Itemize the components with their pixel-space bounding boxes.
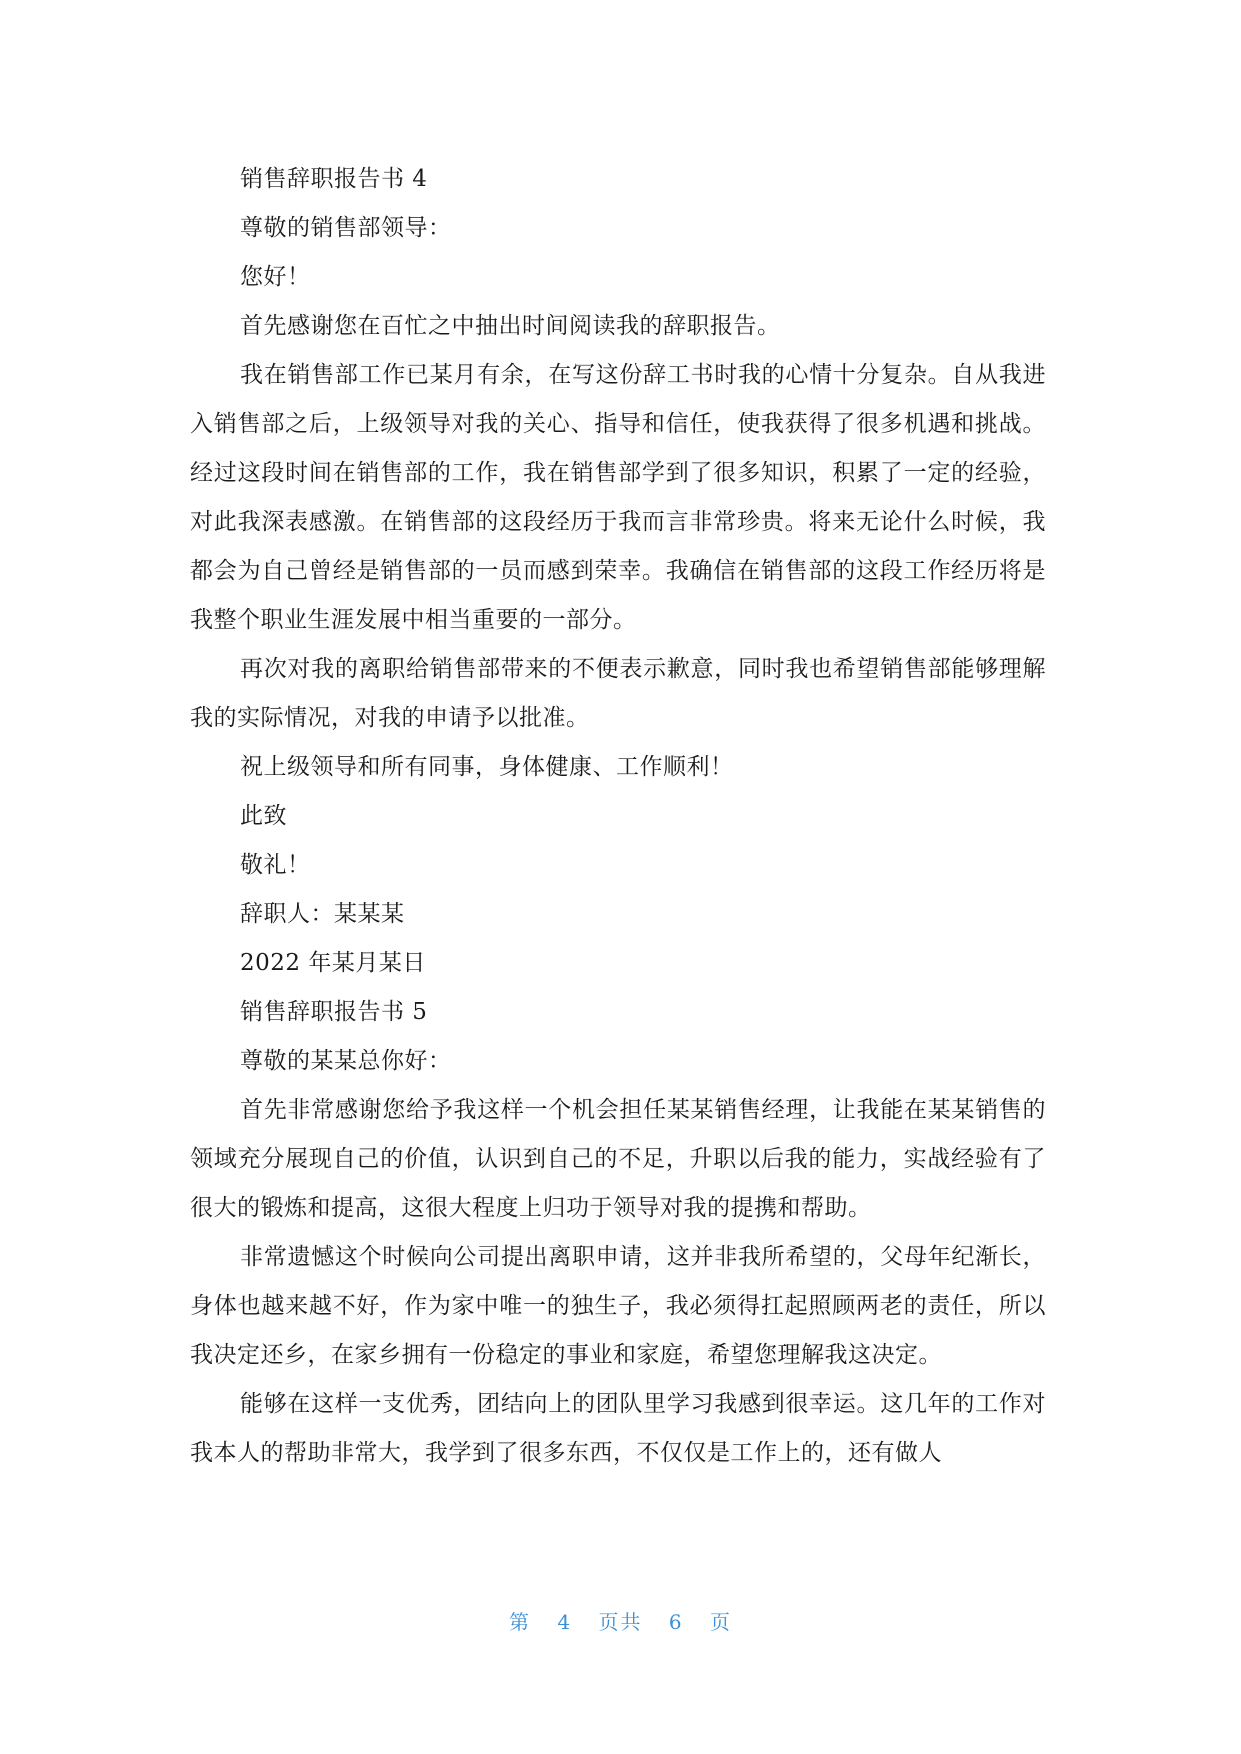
paragraph: 再次对我的离职给销售部带来的不便表示歉意，同时我也希望销售部能够理解我的实际情况，对我的申请予以批准。 <box>190 656 1046 731</box>
total-pages-number: 6 <box>668 1610 684 1634</box>
section-heading: 销售辞职报告书 4 <box>240 166 428 192</box>
page-label-mid: 页共 <box>598 1610 643 1634</box>
date-line: 2022 年某月某日 <box>240 950 426 976</box>
page-label-suffix: 页 <box>709 1610 732 1634</box>
greeting: 您好！ <box>240 264 311 290</box>
paragraph: 首先感谢您在百忙之中抽出时间阅读我的辞职报告。 <box>240 313 781 339</box>
paragraph: 我在销售部工作已某月有余，在写这份辞工书时我的心情十分复杂。自从我进入销售部之后，上级领导对我的关心、指导和信任，使我获得了很多机遇和挑战。经过这段时间在销售部的工作，我在销售部学到了很多知识，积累了一定的经验，对此我深表感激。在销售部的这段经历于我而言非常珍贵。将来无论什么时候，我都会为自己曾经是销售部的一员而感到荣幸。我确信在销售部的这段工作经历将是我整个职业生涯发展中相当重要的一部分。 <box>190 362 1046 633</box>
wish-line: 祝上级领导和所有同事，身体健康、工作顺利！ <box>240 754 734 780</box>
salutation: 尊敬的销售部领导： <box>240 215 452 241</box>
closing-line: 敬礼！ <box>240 852 311 878</box>
signer-line: 辞职人：某某某 <box>240 901 405 927</box>
section-heading: 销售辞职报告书 5 <box>240 999 428 1025</box>
current-page-number: 4 <box>557 1610 573 1634</box>
paragraph: 非常遗憾这个时候向公司提出离职申请，这并非我所希望的，父母年纪渐长，身体也越来越不好，作为家中唯一的独生子，我必须得扛起照顾两老的责任，所以我决定还乡，在家乡拥有一份稳定的事业和家庭，希望您理解我这决定。 <box>190 1244 1046 1368</box>
paragraph: 能够在这样一支优秀，团结向上的团队里学习我感到很幸运。这几年的工作对我本人的帮助非常大，我学到了很多东西，不仅仅是工作上的，还有做人 <box>190 1391 1046 1466</box>
salutation: 尊敬的某某总你好： <box>240 1048 452 1074</box>
document-body <box>190 155 1046 1478</box>
page-footer <box>0 1606 1241 1635</box>
page-label-prefix: 第 <box>509 1610 532 1634</box>
closing-line: 此致 <box>240 803 287 829</box>
paragraph: 首先非常感谢您给予我这样一个机会担任某某销售经理，让我能在某某销售的领域充分展现自己的价值，认识到自己的不足，升职以后我的能力，实战经验有了很大的锻炼和提高，这很大程度上归功于领导对我的提携和帮助。 <box>190 1097 1046 1221</box>
